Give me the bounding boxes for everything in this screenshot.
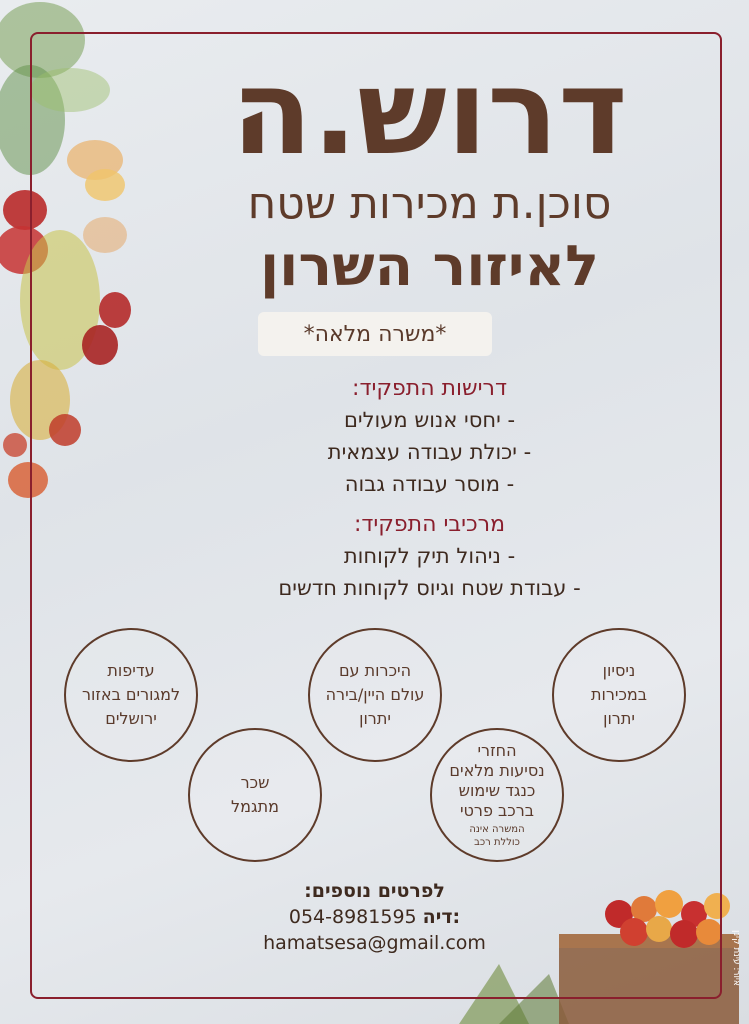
circle-wine-knowledge bbox=[308, 628, 442, 762]
circle-line: היכרות עם bbox=[338, 661, 412, 680]
contact-phone-label: דיה: bbox=[422, 906, 461, 928]
illustration-credit: איור: עינת קינן bbox=[731, 930, 741, 986]
circle-jerusalem-preference bbox=[64, 628, 198, 762]
circle-line: כנגד שימוש bbox=[458, 781, 536, 800]
circle-line: למגורים באזור bbox=[81, 685, 181, 704]
circle-line: עולם היין/בירה bbox=[325, 685, 425, 704]
contact-title: לפרטים נוספים: bbox=[304, 880, 445, 902]
circle-expenses bbox=[430, 728, 564, 862]
circle-salary bbox=[188, 728, 322, 862]
requirement-item: - יכולת עבודה עצמאית bbox=[327, 440, 532, 464]
circle-line: ירושלים bbox=[105, 709, 157, 728]
circle-line: שכר bbox=[240, 773, 270, 792]
region: לאיזור השרון bbox=[259, 234, 600, 299]
circle-line: יתרון bbox=[359, 709, 391, 728]
contact-phone[interactable]: 054-8981595 bbox=[288, 906, 417, 928]
circle-line: נסיעות מלאים bbox=[449, 761, 545, 780]
circle-line: במכירות bbox=[590, 685, 648, 704]
contact-email[interactable]: hamatsesa@gmail.com bbox=[263, 932, 486, 954]
component-item: - ניהול תיק לקוחות bbox=[343, 544, 516, 568]
requirements-title: דרישות התפקיד: bbox=[352, 376, 507, 401]
circle-note: כוללת רכב bbox=[474, 837, 520, 848]
job-title: סוכן.ת מכירות שטח bbox=[247, 178, 612, 229]
circle-line: יתרון bbox=[603, 709, 635, 728]
requirement-item: - יחסי אנוש מעולים bbox=[343, 408, 516, 432]
components-title: מרכיבי התפקיד: bbox=[353, 512, 506, 537]
circle-line: ברכב פרטי bbox=[459, 801, 535, 820]
requirement-item: - מוסר עבודה גבוה bbox=[344, 472, 515, 496]
circle-note: המשרה אינה bbox=[469, 824, 525, 835]
circle-line: החזרי bbox=[477, 741, 517, 760]
contact-phone-row bbox=[0, 906, 749, 928]
circle-line: עדיפות bbox=[107, 661, 155, 680]
circle-line: מתגמל bbox=[231, 797, 279, 816]
circle-line: ניסיון bbox=[602, 661, 636, 680]
full-time-badge: *משרה מלאה* bbox=[258, 312, 492, 356]
component-item: - עבודת שטח וגיוס לקוחות חדשים bbox=[278, 576, 581, 600]
circle-sales-experience bbox=[552, 628, 686, 762]
page-title: דרוש.ה bbox=[231, 43, 628, 181]
